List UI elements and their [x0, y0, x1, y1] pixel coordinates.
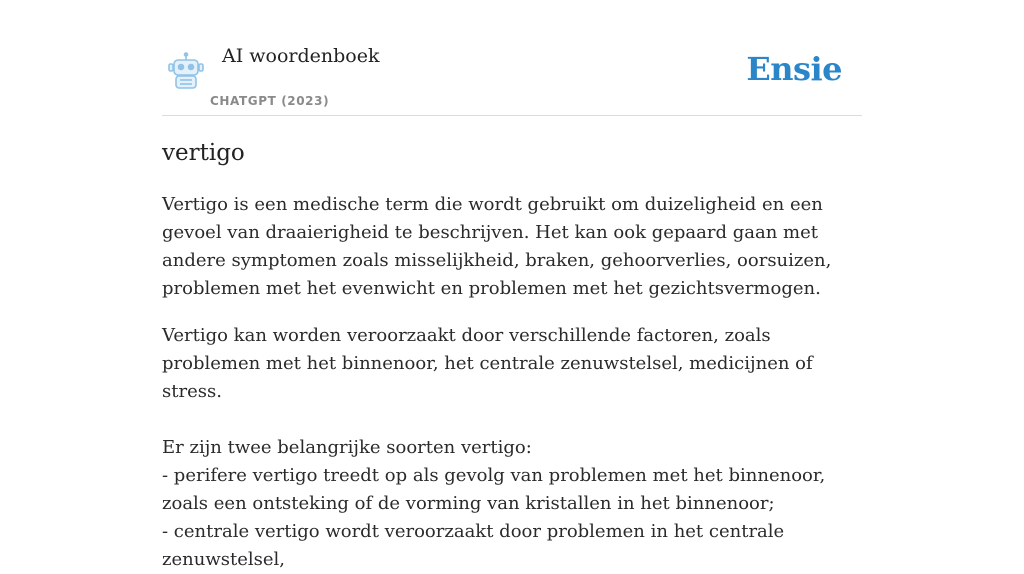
source-title: AI woordenboek: [222, 45, 380, 67]
source-year: CHATGPT (2023): [210, 94, 330, 108]
entry-content: [162, 191, 862, 574]
brand-logo[interactable]: Ensie: [746, 50, 842, 88]
page: [162, 0, 862, 570]
entry-paragraph-2: Vertigo kan worden veroorzaakt door verschillende factoren, zoals problemen met het binnenoor, het centrale zenuwstelsel, medicijnen of stress.: [162, 325, 813, 402]
robot-icon: [166, 52, 206, 90]
spacer: [162, 406, 862, 434]
entry-term: vertigo: [162, 140, 245, 166]
source-header: [162, 0, 862, 116]
type-item-central: - centrale vertigo wordt veroorzaakt door problemen in het centrale zenuwstelsel,: [162, 521, 785, 570]
types-intro: Er zijn twee belangrijke soorten vertigo:: [162, 437, 532, 458]
entry-paragraph-1: Vertigo is een medische term die wordt gebruikt om duizeligheid en een gevoel van draaierigheid te beschrijven. Het kan ook gepaard gaan met andere symptomen zoals misselijkheid, braken, gehoorverlies, oorsuizen, problemen met het evenwicht en problemen met het gezichtsvermogen.: [162, 194, 832, 299]
type-item-peripheral: - perifere vertigo treedt op als gevolg van problemen met het binnenoor, zoals een ontsteking of de vorming van kristallen in het binnenoor;: [162, 465, 826, 514]
